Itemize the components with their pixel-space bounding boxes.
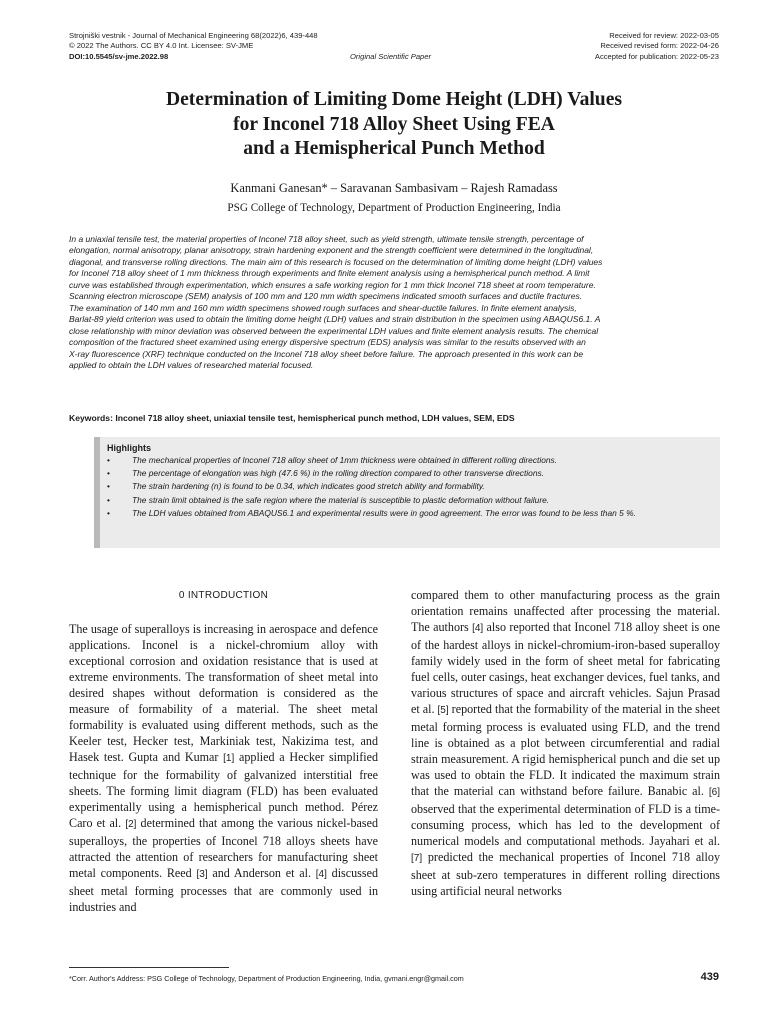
author-list: Kanmani Ganesan* – Saravanan Sambasivam – Rajesh Ramadass (230, 181, 558, 195)
accepted-date: Accepted for publication: 2022-05-23 (594, 51, 719, 61)
abstract-line: elongation, normal anisotropy, planar anisotropy, strain hardening exponent and the strength coefficient were determined in the longitudinal, (69, 245, 594, 256)
citation-link[interactable]: [5] (437, 705, 449, 717)
highlight-item: • The strain limit obtained is the safe region where the material is susceptible to plastic deformation without failure. (107, 495, 712, 508)
page-number: 439 (700, 971, 719, 983)
revised-date: Received revised form: 2022-04-26 (600, 41, 719, 51)
abstract-line: X-ray fluorescence (XRF) technique conducted on the Inconel 718 alloy sheet before failure. The approach presented in this work can be (69, 348, 584, 359)
body-text: applied a Hecker simplified technique for the formability of galvanized interstitial free sheets. The forming limit diagram (FLD) has been evaluated experimentally using a hemispherical punch method. Pérez Caro et al. (69, 750, 379, 831)
citation-link[interactable]: [4] (472, 623, 484, 635)
header-right (595, 31, 719, 62)
abstract-line: applied to obtain the LDH values of researched material focused. (69, 359, 314, 370)
body-text: reported that the formability of the material in the sheet metal forming process is evaluated using FLD, and the trend line is obtained as a plot between circumferential and radial strain measurement. A rigid hemispherical punch and die set up was used to obtain the FLD. It indicated the maximum strain that the material can withstand before failure. Banabic al. (411, 702, 720, 799)
citation-link[interactable]: [1] (223, 753, 235, 765)
paper-title (69, 88, 719, 162)
highlight-item: • The strain hardening (n) is found to be 0.34, which indicates good stretch ability and formability. (107, 481, 712, 494)
body-text: and Anderson et al. (207, 866, 316, 881)
title-line: for Inconel 718 Alloy Sheet Using FEA (233, 113, 555, 135)
body-text: compared them to other manufacturing process as the grain orientation remains unaffected after processing the material. The authors (411, 588, 720, 635)
highlight-item: • The percentage of elongation was high (47.6 %) in the rolling direction compared to other transverse directions. (107, 468, 712, 481)
article-type: Original Scientific Paper (350, 52, 432, 61)
abstract (69, 234, 720, 371)
abstract-line: Barlat-89 yield criterion was used to obtain the limiting dome height (LDH) values and strain distribution in the specimen using ABAQUS6.1. A (69, 314, 601, 325)
highlights-title: Highlights (107, 443, 151, 453)
abstract-line: The examination of 140 mm and 160 mm width specimens showed rough surfaces and shear-ductile failures. In finite element analysis, (69, 302, 577, 313)
highlights-list (107, 455, 712, 521)
body-column-left (69, 621, 378, 915)
body-text: The usage of superalloys is increasing in aerospace and defence applications. Inconel is a nickel-chromium alloy with exceptional corrosion and oxidation resistance that is used at extreme environments. The transformation of sheet metal into desired shapes without deformation is considered as the measure of formability of a material. The sheet metal formability is evaluated using different methods, such as the Keeler test, Hecker test, Markiniak test, Nakizima test, and Hasek test. Gupta and Kumar (69, 622, 378, 765)
section-heading-introduction: 0 INTRODUCTION (178, 590, 269, 601)
abstract-line: composition of the fractured sheet examined using energy dispersive spectrum (EDS) analysis was similar to the results observed with an (69, 337, 586, 348)
highlight-item: • The LDH values obtained from ABAQUS6.1 and experimental results were in good agreement. The error was found to be less than 5 %. (107, 508, 712, 521)
doi-link[interactable]: DOI:10.5545/sv-jme.2022.98 (69, 51, 169, 61)
received-date: Received for review: 2022-03-05 (609, 31, 719, 40)
journal-citation: Strojniški vestnik - Journal of Mechanical Engineering 68(2022)6, 439-448 (69, 31, 318, 40)
body-text: predicted the mechanical properties of Inconel 718 alloy sheet at sub-zero temperatures in different rolling directions using artificial neural networks (411, 850, 720, 899)
abstract-line: Scanning electron microscope (SEM) analysis of 100 mm and 120 mm width specimens indicated smooth surfaces and ductile fractures. (69, 291, 583, 302)
copyright-line: © 2022 The Authors. CC BY 4.0 Int. Licensee: SV-JME (69, 41, 254, 51)
footnote-divider (69, 967, 229, 968)
citation-link[interactable]: [2] (125, 819, 137, 831)
abstract-line: close relationship with minor deviation was observed between the experimental LDH values and finite element analysis results. The chemical (69, 325, 599, 336)
title-line: and a Hemispherical Punch Method (243, 138, 545, 159)
highlight-item: • The mechanical properties of Inconel 718 alloy sheet of 1mm thickness were obtained in different rolling directions. (107, 455, 712, 468)
keywords: Keywords: Inconel 718 alloy sheet, uniaxial tensile test, hemispherical punch method, LDH values, SEM, EDS (69, 413, 515, 423)
citation-link[interactable]: [3] (196, 869, 208, 881)
citation-link[interactable]: [4] (315, 869, 327, 881)
title-line: Determination of Limiting Dome Height (LDH) Values (165, 89, 623, 110)
highlights-box (94, 437, 720, 548)
body-text: determined that among the various nickel-based superalloys, the properties of Inconel 718 alloys sheets have attracted the attention of researchers for manufacturing sheet metal components. Reed (69, 816, 378, 881)
body-text: discussed sheet metal forming processes that are commonly used in industries and (69, 866, 378, 915)
body-text: also reported that Inconel 718 alloy sheet is one of the hardest alloys in nickel-chromium-iron-based superalloy family widely used in the form of sheet metal for fabricating fuel cells, outer casings, heat exchanger devices, fuel tanks, and various structures of space and aircraft vehicles. Sajun Prasad et al. (411, 620, 720, 717)
body-text: observed that the experimental determination of FLD is a time-consuming process, which has led to the development of numerical models and computational methods. Jayahari et al. (411, 802, 720, 849)
abstract-line: In a uniaxial tensile test, the material properties of Inconel 718 alloy sheet, such as yield strength, ultimate tensile strength, percentage of (69, 234, 584, 244)
citation-link[interactable]: [6] (708, 787, 720, 799)
body-column-right (411, 587, 720, 899)
affiliation: PSG College of Technology, Department of Production Engineering, India (227, 202, 561, 214)
header-left (69, 31, 318, 62)
abstract-line: curve was established through experimentation, which ensures a safe working region for 1 mm thick Inconel 718 sheet at room temperature. (69, 279, 596, 290)
abstract-line: for Inconel 718 alloy sheet of 1 mm thickness through experiments and finite element analysis using a hemispherical punch method. A limit (69, 268, 590, 279)
abstract-line: diagonal, and transverse rolling directions. The main aim of this research is focused on the determination of limiting dome height (LDH) values (69, 256, 603, 267)
citation-link[interactable]: [7] (411, 853, 423, 865)
corresponding-author-footnote: *Corr. Author's Address: PSG College of Technology, Department of Production Engineering, India, gvmani.engr@gmail.com (69, 974, 464, 983)
